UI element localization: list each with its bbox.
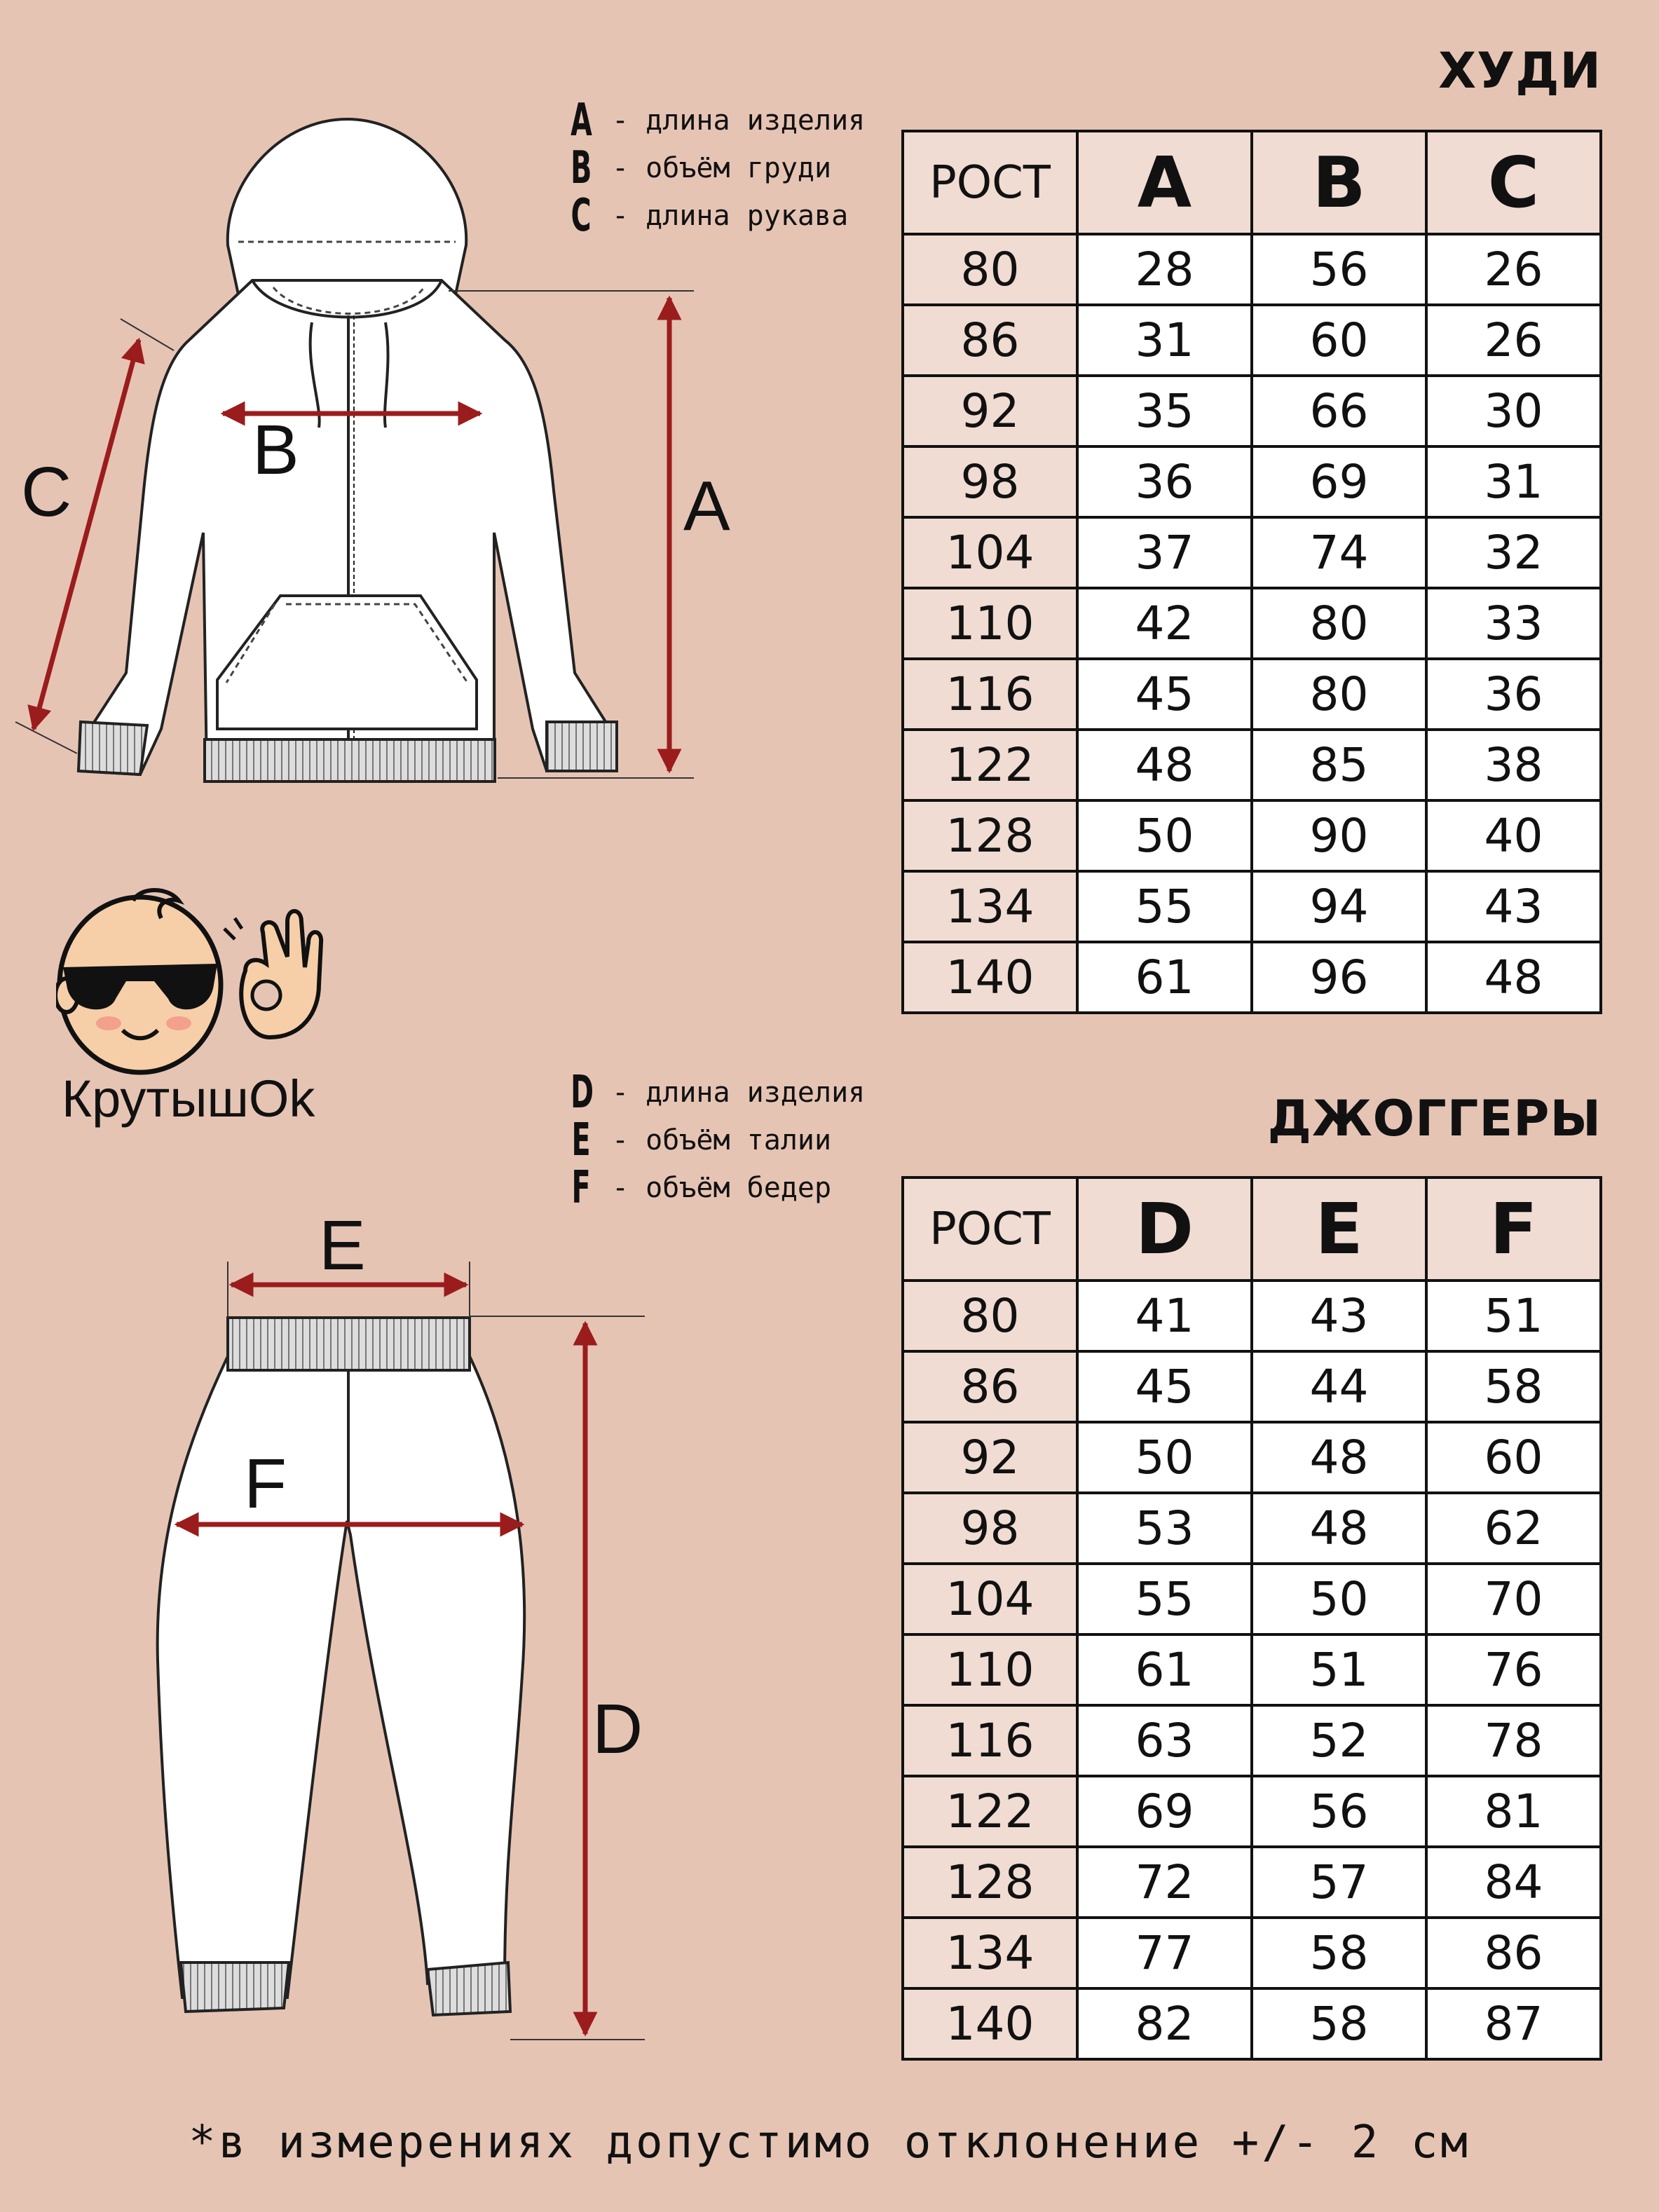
joggers-left-cuff [181,1962,289,2012]
measurement-cell: 36 [1077,446,1252,517]
legend-letter-d: D [571,1067,594,1119]
measurement-cell: 31 [1077,305,1252,376]
table-row [903,446,1601,517]
measurement-cell: 63 [1077,1705,1252,1776]
measurement-cell: 32 [1426,517,1601,588]
measurement-cell: 48 [1252,1493,1426,1564]
brand-logo [56,880,350,1083]
joggers-label-f: F [244,1445,287,1523]
measurement-cell: 53 [1077,1493,1252,1564]
measurement-cell: 50 [1077,1422,1252,1493]
table-row [903,517,1601,588]
table-header-row [903,131,1601,234]
hoodie-label-c: C [21,453,72,531]
measurement-cell: 42 [1077,588,1252,659]
measurement-cell: 50 [1077,800,1252,871]
hoodie-title: ХУДИ [1438,42,1602,100]
measurement-cell: 62 [1426,1493,1601,1564]
legend-row-f [564,1164,901,1212]
measurement-cell: 61 [1077,1634,1252,1705]
joggers-waistband [228,1318,470,1370]
measurement-cell: 57 [1252,1847,1426,1918]
measurement-cell: 94 [1252,871,1426,942]
hoodie-diagram [0,98,729,799]
measurement-cell: 60 [1426,1422,1601,1493]
measurement-cell: 85 [1252,730,1426,800]
measurement-cell: 43 [1426,871,1601,942]
measurement-cell: 26 [1426,234,1601,305]
legend-text-d: - длина изделия [612,1077,866,1109]
legend-letter-a: A [571,95,592,146]
measurement-cell: 56 [1252,234,1426,305]
ok-hand-icon [241,911,321,1037]
measurement-cell: 96 [1252,942,1426,1013]
hoodie-size-table [901,130,1602,1014]
joggers-diagram [140,1241,673,2068]
table-row [903,1564,1601,1634]
table-row [903,376,1601,446]
measurement-cell: 61 [1077,942,1252,1013]
hood-shape [228,119,466,294]
measurement-cell: 84 [1426,1847,1601,1918]
height-cell: 98 [903,446,1077,517]
measurement-cell: 51 [1252,1634,1426,1705]
legend-letter-c: C [571,190,592,242]
table-row [903,1493,1601,1564]
measurement-cell: 86 [1426,1918,1601,1988]
measurement-cell: 56 [1252,1776,1426,1847]
measurement-cell: 40 [1426,800,1601,871]
height-cell: 104 [903,1564,1077,1634]
measurement-cell: 55 [1077,871,1252,942]
height-cell: 110 [903,588,1077,659]
height-cell: 98 [903,1493,1077,1564]
height-cell: 86 [903,305,1077,376]
height-cell: 116 [903,1705,1077,1776]
joggers-label-d: D [592,1690,643,1768]
measurement-cell: 45 [1077,659,1252,730]
height-cell: 140 [903,1988,1077,2059]
measurement-cell: 48 [1426,942,1601,1013]
measurement-cell: 78 [1426,1705,1601,1776]
measurement-cell: 58 [1252,1988,1426,2059]
table-row [903,730,1601,800]
measurement-cell: 76 [1426,1634,1601,1705]
measurement-cell: 58 [1252,1918,1426,1988]
height-cell: 86 [903,1351,1077,1422]
measurement-cell: 69 [1077,1776,1252,1847]
measurement-cell: 77 [1077,1918,1252,1988]
measurement-cell: 70 [1426,1564,1601,1634]
hoodie-table-body [903,234,1601,1013]
measurement-cell: 45 [1077,1351,1252,1422]
table-row [903,1705,1601,1776]
measurement-cell: 51 [1426,1281,1601,1351]
measurement-cell: 69 [1252,446,1426,517]
height-cell: 116 [903,659,1077,730]
table-row [903,871,1601,942]
hoodie-arrow-c [34,340,139,729]
measurement-cell: 28 [1077,234,1252,305]
measurement-cell: 38 [1426,730,1601,800]
measurement-cell: 30 [1426,376,1601,446]
legend-row-e [564,1114,901,1166]
table-row [903,1634,1601,1705]
measurement-cell: 66 [1252,376,1426,446]
header-b: B [1252,131,1426,234]
measurement-cell: 90 [1252,800,1426,871]
legend-letter-f: F [571,1162,591,1214]
table-row [903,800,1601,871]
height-cell: 80 [903,234,1077,305]
height-cell: 92 [903,376,1077,446]
height-cell: 128 [903,800,1077,871]
table-row [903,1776,1601,1847]
hoodie-label-b: B [252,411,299,489]
brand-name: КрутышOk [62,1070,315,1128]
table-row [903,942,1601,1013]
measurement-cell: 82 [1077,1988,1252,2059]
legend-text-f: - объём бедер [612,1172,832,1204]
table-row [903,305,1601,376]
measurement-cell: 80 [1252,588,1426,659]
header-a: A [1077,131,1252,234]
height-cell: 92 [903,1422,1077,1493]
measurement-cell: 43 [1252,1281,1426,1351]
joggers-body [158,1356,525,1998]
header-e: E [1252,1177,1426,1281]
table-row [903,1351,1601,1422]
legend-text-e: - объём талии [612,1124,832,1156]
hoodie-left-cuff [78,722,147,774]
legend-text-c: - длина рукава [612,200,849,232]
legend-text-a: - длина изделия [612,104,866,137]
header-f: F [1426,1177,1601,1281]
measurement-cell: 52 [1252,1705,1426,1776]
joggers-right-cuff [428,1962,510,2015]
joggers-legend [564,1069,901,1212]
measurement-cell: 26 [1426,305,1601,376]
table-row [903,1918,1601,1988]
table-row [903,1422,1601,1493]
hoodie-waistband [205,739,495,781]
height-cell: 134 [903,871,1077,942]
legend-text-b: - объём груди [612,152,832,184]
joggers-title: ДЖОГГЕРЫ [1267,1090,1602,1147]
table-row [903,659,1601,730]
measurement-cell: 60 [1252,305,1426,376]
measurement-cell: 72 [1077,1847,1252,1918]
measurement-cell: 37 [1077,517,1252,588]
measurement-cell: 48 [1077,730,1252,800]
table-header-row [903,1177,1601,1281]
measurement-cell: 74 [1252,517,1426,588]
height-cell: 104 [903,517,1077,588]
header-d: D [1077,1177,1252,1281]
height-cell: 110 [903,1634,1077,1705]
height-cell: 128 [903,1847,1077,1918]
hoodie-label-a: A [683,467,730,545]
measurement-cell: 36 [1426,659,1601,730]
height-cell: 140 [903,942,1077,1013]
joggers-size-table [901,1176,1602,2061]
measurement-cell: 50 [1252,1564,1426,1634]
header-rost: РОСТ [903,131,1077,234]
header-rost: РОСТ [903,1177,1077,1281]
legend-row-d [564,1069,901,1117]
measurement-cell: 35 [1077,376,1252,446]
joggers-table-body [903,1281,1601,2059]
measurement-cell: 48 [1252,1422,1426,1493]
legend-letter-e: E [571,1114,591,1166]
table-row [903,234,1601,305]
header-c: C [1426,131,1601,234]
height-cell: 134 [903,1918,1077,1988]
height-cell: 80 [903,1281,1077,1351]
height-cell: 122 [903,1776,1077,1847]
table-row [903,588,1601,659]
measurement-cell: 44 [1252,1351,1426,1422]
measurement-cell: 41 [1077,1281,1252,1351]
hoodie-right-cuff [547,722,617,771]
measurement-cell: 58 [1426,1351,1601,1422]
joggers-label-e: E [319,1206,366,1285]
measurement-footnote: *в измерениях допустимо отклонение +/- 2 см [189,2117,1470,2169]
height-cell: 122 [903,730,1077,800]
table-row [903,1847,1601,1918]
measurement-cell: 87 [1426,1988,1601,2059]
measurement-cell: 33 [1426,588,1601,659]
measurement-cell: 31 [1426,446,1601,517]
measurement-cell: 81 [1426,1776,1601,1847]
legend-letter-b: B [571,142,592,194]
measurement-cell: 55 [1077,1564,1252,1634]
table-row [903,1988,1601,2059]
measurement-cell: 80 [1252,659,1426,730]
table-row [903,1281,1601,1351]
